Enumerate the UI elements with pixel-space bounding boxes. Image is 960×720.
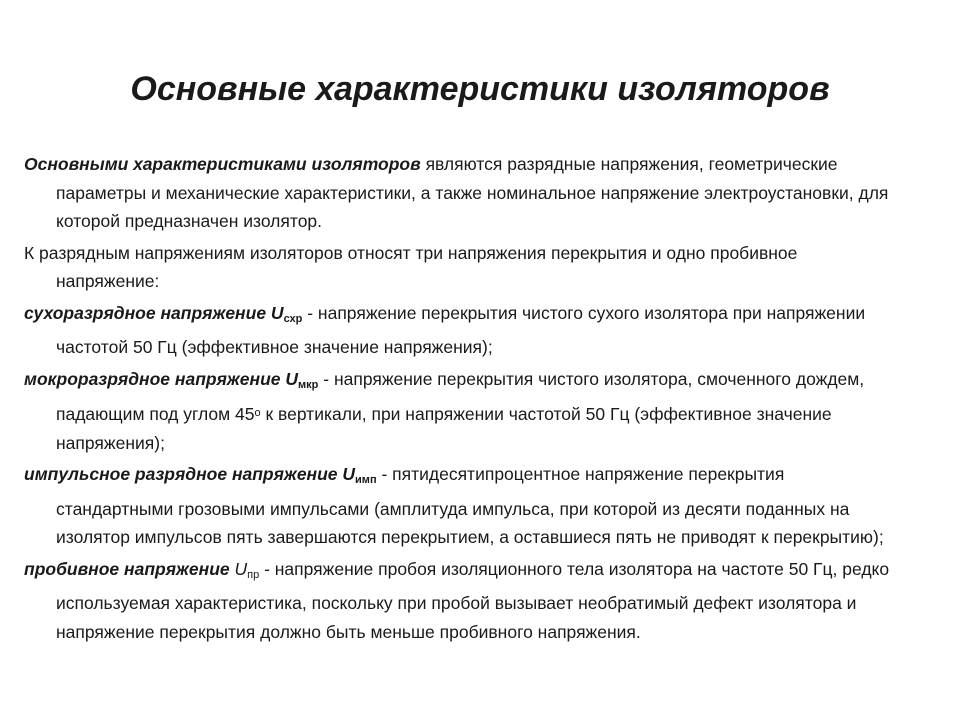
voltage-symbol: U [234,558,248,579]
voltage-symbol: U [285,368,299,389]
voltage-subscript: мкр [298,378,319,391]
term-main-characteristics: Основными характеристиками изоляторов [24,154,421,174]
slide-title: Основные характеристики изоляторов [130,70,830,108]
term-dry-discharge: сухоразрядное напряжение [24,302,271,323]
paragraph-text: являются разрядные напряжения, геометрические параметры и механические характеристики, а также номинальное напряжение электроустановки, для которой предназначен изолятор. [56,154,889,231]
paragraph-text: - напряжение перекрытия чистого сухого изолятора при напряжении частотой 50 Гц (эффективное значение напряжения); [56,302,866,357]
paragraph-text: - напряжение пробоя изоляционного тела изолятора на частоте 50 Гц, редко используемая характеристика, поскольку при пробой вызывает необратимый дефект изолятора и напряжение перекрытия должно быть меньше пробивного напряжения. [56,558,890,642]
paragraph-text: К разрядным напряжениям изоляторов относят три напряжения перекрытия и одно пробивное напряжение: [24,242,798,291]
paragraph-main-characteristics [24,150,904,236]
paragraph-wet-discharge [24,365,904,458]
voltage-symbol: U [342,464,356,484]
slide-content [24,150,904,649]
term-wet-discharge: мокроразрядное напряжение [24,368,286,389]
voltage-subscript: схр [283,312,303,325]
paragraph-dry-discharge [24,299,904,362]
term-breakdown-voltage: пробивное напряжение [24,558,235,579]
paragraph-text: - пятидесятипроцентное напряжение перекрытия стандартными грозовыми импульсами (амплитуда импульса, при которой из десяти поданных на изолятор импульсов пять завершаются перекрытием, а оставшиеся пять не приводят к перекрытию); [56,464,884,547]
voltage-subscript: имп [355,474,377,486]
paragraph-impulse-discharge [24,460,904,552]
voltage-subscript: пр [247,568,260,581]
degree-mark: о [254,407,261,419]
paragraph-text: к вертикали, при напряжении частотой 50 Гц (эффективное значение напряжения); [56,404,832,453]
term-impulse-discharge: импульсное разрядное напряжение [24,464,343,484]
paragraph-text: - напряжение перекрытия чистого изолятора, смоченного дождем, падающим под углом 45 [56,368,865,424]
paragraph-breakdown-voltage [24,555,904,647]
voltage-symbol: U [270,302,284,323]
paragraph-discharge-voltages [24,239,904,296]
